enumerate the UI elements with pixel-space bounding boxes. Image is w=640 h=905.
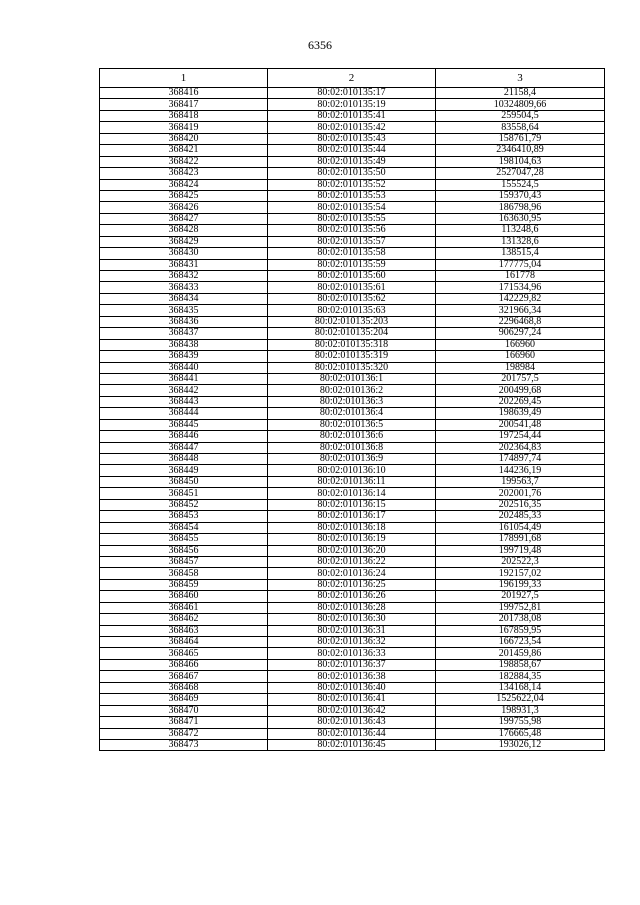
cadastral-number-cell: 80:02:010136:9 — [268, 454, 436, 465]
cadastral-number-cell: 80:02:010136:5 — [268, 419, 436, 430]
table-row — [100, 156, 605, 167]
row-index-cell: 368419 — [100, 122, 268, 133]
table-row — [100, 682, 605, 693]
cadastral-number-cell: 80:02:010136:10 — [268, 465, 436, 476]
row-index-cell: 368458 — [100, 568, 268, 579]
table-row — [100, 145, 605, 156]
value-cell: 131328,6 — [436, 236, 605, 247]
cadastral-number-cell: 80:02:010135:318 — [268, 339, 436, 350]
row-index-cell: 368431 — [100, 259, 268, 270]
table-row — [100, 305, 605, 316]
row-index-cell: 368424 — [100, 179, 268, 190]
value-cell: 113248,6 — [436, 225, 605, 236]
row-index-cell: 368444 — [100, 408, 268, 419]
value-cell: 171534,96 — [436, 282, 605, 293]
column-header-1: 1 — [100, 69, 268, 88]
row-index-cell: 368422 — [100, 156, 268, 167]
table-row — [100, 328, 605, 339]
value-cell: 163630,95 — [436, 213, 605, 224]
row-index-cell: 368449 — [100, 465, 268, 476]
row-index-cell: 368466 — [100, 659, 268, 670]
cadastral-number-cell: 80:02:010135:63 — [268, 305, 436, 316]
table-row — [100, 248, 605, 259]
cadastral-number-cell: 80:02:010136:14 — [268, 488, 436, 499]
row-index-cell: 368467 — [100, 671, 268, 682]
cadastral-number-cell: 80:02:010135:55 — [268, 213, 436, 224]
cadastral-number-cell: 80:02:010136:32 — [268, 637, 436, 648]
table-row — [100, 614, 605, 625]
row-index-cell: 368417 — [100, 99, 268, 110]
value-cell: 2346410,89 — [436, 145, 605, 156]
cadastral-number-cell: 80:02:010136:30 — [268, 614, 436, 625]
value-cell: 199752,81 — [436, 602, 605, 613]
table-row — [100, 431, 605, 442]
cadastral-number-cell: 80:02:010135:17 — [268, 88, 436, 99]
row-index-cell: 368452 — [100, 499, 268, 510]
table-row — [100, 99, 605, 110]
table-header — [100, 69, 605, 88]
cadastral-number-cell: 80:02:010135:42 — [268, 122, 436, 133]
row-index-cell: 368426 — [100, 202, 268, 213]
value-cell: 199719,48 — [436, 545, 605, 556]
table-row — [100, 705, 605, 716]
cadastral-number-cell: 80:02:010135:59 — [268, 259, 436, 270]
value-cell: 1525622,04 — [436, 694, 605, 705]
cadastral-number-cell: 80:02:010135:204 — [268, 328, 436, 339]
cadastral-number-cell: 80:02:010135:50 — [268, 168, 436, 179]
data-table — [99, 68, 605, 751]
value-cell: 10324809,66 — [436, 99, 605, 110]
row-index-cell: 368439 — [100, 351, 268, 362]
table-row — [100, 637, 605, 648]
row-index-cell: 368453 — [100, 511, 268, 522]
value-cell: 196199,33 — [436, 579, 605, 590]
row-index-cell: 368464 — [100, 637, 268, 648]
cadastral-number-cell: 80:02:010135:58 — [268, 248, 436, 259]
table-row — [100, 225, 605, 236]
row-index-cell: 368436 — [100, 316, 268, 327]
value-cell: 906297,24 — [436, 328, 605, 339]
row-index-cell: 368440 — [100, 362, 268, 373]
value-cell: 202522,3 — [436, 556, 605, 567]
row-index-cell: 368441 — [100, 373, 268, 384]
table-row — [100, 110, 605, 121]
value-cell: 201459,86 — [436, 648, 605, 659]
table-row — [100, 362, 605, 373]
row-index-cell: 368448 — [100, 454, 268, 465]
value-cell: 202485,33 — [436, 511, 605, 522]
row-index-cell: 368446 — [100, 431, 268, 442]
row-index-cell: 368468 — [100, 682, 268, 693]
row-index-cell: 368465 — [100, 648, 268, 659]
value-cell: 182884,35 — [436, 671, 605, 682]
cadastral-number-cell: 80:02:010135:60 — [268, 271, 436, 282]
cadastral-number-cell: 80:02:010136:43 — [268, 717, 436, 728]
value-cell: 198984 — [436, 362, 605, 373]
row-index-cell: 368473 — [100, 739, 268, 750]
value-cell: 174897,74 — [436, 454, 605, 465]
cadastral-number-cell: 80:02:010135:56 — [268, 225, 436, 236]
table-row — [100, 694, 605, 705]
row-index-cell: 368459 — [100, 579, 268, 590]
cadastral-number-cell: 80:02:010136:19 — [268, 534, 436, 545]
value-cell: 202001,76 — [436, 488, 605, 499]
value-cell: 198931,3 — [436, 705, 605, 716]
row-index-cell: 368456 — [100, 545, 268, 556]
row-index-cell: 368425 — [100, 190, 268, 201]
table-row — [100, 522, 605, 533]
table-row — [100, 351, 605, 362]
row-index-cell: 368416 — [100, 88, 268, 99]
value-cell: 144236,19 — [436, 465, 605, 476]
row-index-cell: 368445 — [100, 419, 268, 430]
header-row — [100, 69, 605, 88]
cadastral-number-cell: 80:02:010135:320 — [268, 362, 436, 373]
cadastral-number-cell: 80:02:010136:37 — [268, 659, 436, 670]
table-body — [100, 88, 605, 751]
value-cell: 159370,43 — [436, 190, 605, 201]
value-cell: 155524,5 — [436, 179, 605, 190]
value-cell: 202516,35 — [436, 499, 605, 510]
row-index-cell: 368429 — [100, 236, 268, 247]
value-cell: 178991,68 — [436, 534, 605, 545]
row-index-cell: 368469 — [100, 694, 268, 705]
value-cell: 166960 — [436, 351, 605, 362]
row-index-cell: 368455 — [100, 534, 268, 545]
table-row — [100, 442, 605, 453]
table-row — [100, 556, 605, 567]
table-row — [100, 293, 605, 304]
cadastral-number-cell: 80:02:010136:15 — [268, 499, 436, 510]
row-index-cell: 368460 — [100, 591, 268, 602]
table-row — [100, 488, 605, 499]
cadastral-number-cell: 80:02:010136:40 — [268, 682, 436, 693]
value-cell: 198104,63 — [436, 156, 605, 167]
value-cell: 193026,12 — [436, 739, 605, 750]
row-index-cell: 368457 — [100, 556, 268, 567]
row-index-cell: 368430 — [100, 248, 268, 259]
value-cell: 200499,68 — [436, 385, 605, 396]
cadastral-number-cell: 80:02:010136:22 — [268, 556, 436, 567]
value-cell: 166723,54 — [436, 637, 605, 648]
value-cell: 202364,83 — [436, 442, 605, 453]
cadastral-number-cell: 80:02:010136:8 — [268, 442, 436, 453]
row-index-cell: 368428 — [100, 225, 268, 236]
cadastral-number-cell: 80:02:010136:28 — [268, 602, 436, 613]
table-row — [100, 168, 605, 179]
cadastral-number-cell: 80:02:010135:19 — [268, 99, 436, 110]
value-cell: 259504,5 — [436, 110, 605, 121]
cadastral-number-cell: 80:02:010136:38 — [268, 671, 436, 682]
cadastral-number-cell: 80:02:010136:42 — [268, 705, 436, 716]
row-index-cell: 368442 — [100, 385, 268, 396]
cadastral-number-cell: 80:02:010135:52 — [268, 179, 436, 190]
cadastral-number-cell: 80:02:010136:3 — [268, 396, 436, 407]
value-cell: 166960 — [436, 339, 605, 350]
row-index-cell: 368462 — [100, 614, 268, 625]
table-row — [100, 339, 605, 350]
row-index-cell: 368435 — [100, 305, 268, 316]
table-row — [100, 271, 605, 282]
cadastral-number-cell: 80:02:010136:31 — [268, 625, 436, 636]
value-cell: 2296468,8 — [436, 316, 605, 327]
value-cell: 161778 — [436, 271, 605, 282]
table-row — [100, 213, 605, 224]
value-cell: 83558,64 — [436, 122, 605, 133]
cadastral-number-cell: 80:02:010136:45 — [268, 739, 436, 750]
table-row — [100, 648, 605, 659]
table-row — [100, 133, 605, 144]
table-row — [100, 671, 605, 682]
value-cell: 167859,95 — [436, 625, 605, 636]
column-header-2: 2 — [268, 69, 436, 88]
value-cell: 176665,48 — [436, 728, 605, 739]
table-row — [100, 202, 605, 213]
cadastral-number-cell: 80:02:010135:49 — [268, 156, 436, 167]
value-cell: 199755,98 — [436, 717, 605, 728]
value-cell: 201757,5 — [436, 373, 605, 384]
column-header-3: 3 — [436, 69, 605, 88]
cadastral-number-cell: 80:02:010136:33 — [268, 648, 436, 659]
value-cell: 201927,5 — [436, 591, 605, 602]
row-index-cell: 368438 — [100, 339, 268, 350]
table-row — [100, 602, 605, 613]
cadastral-number-cell: 80:02:010136:11 — [268, 476, 436, 487]
value-cell: 201738,08 — [436, 614, 605, 625]
cadastral-number-cell: 80:02:010135:57 — [268, 236, 436, 247]
table-row — [100, 568, 605, 579]
table-row — [100, 373, 605, 384]
row-index-cell: 368432 — [100, 271, 268, 282]
table-row — [100, 717, 605, 728]
table-row — [100, 454, 605, 465]
value-cell: 192157,02 — [436, 568, 605, 579]
value-cell: 200541,48 — [436, 419, 605, 430]
row-index-cell: 368443 — [100, 396, 268, 407]
row-index-cell: 368463 — [100, 625, 268, 636]
row-index-cell: 368470 — [100, 705, 268, 716]
table-row — [100, 190, 605, 201]
cadastral-number-cell: 80:02:010136:4 — [268, 408, 436, 419]
value-cell: 198858,67 — [436, 659, 605, 670]
value-cell: 161054,49 — [436, 522, 605, 533]
row-index-cell: 368427 — [100, 213, 268, 224]
cadastral-number-cell: 80:02:010136:20 — [268, 545, 436, 556]
cadastral-number-cell: 80:02:010135:319 — [268, 351, 436, 362]
cadastral-number-cell: 80:02:010136:2 — [268, 385, 436, 396]
cadastral-number-cell: 80:02:010135:54 — [268, 202, 436, 213]
table-row — [100, 282, 605, 293]
row-index-cell: 368454 — [100, 522, 268, 533]
row-index-cell: 368447 — [100, 442, 268, 453]
table-row — [100, 122, 605, 133]
value-cell: 158761,79 — [436, 133, 605, 144]
value-cell: 199563,7 — [436, 476, 605, 487]
cadastral-number-cell: 80:02:010136:24 — [268, 568, 436, 579]
table-row — [100, 579, 605, 590]
table-row — [100, 88, 605, 99]
value-cell: 186798,96 — [436, 202, 605, 213]
table-row — [100, 259, 605, 270]
row-index-cell: 368461 — [100, 602, 268, 613]
cadastral-number-cell: 80:02:010136:26 — [268, 591, 436, 602]
row-index-cell: 368434 — [100, 293, 268, 304]
table-row — [100, 476, 605, 487]
row-index-cell: 368472 — [100, 728, 268, 739]
row-index-cell: 368418 — [100, 110, 268, 121]
table-row — [100, 591, 605, 602]
table-row — [100, 728, 605, 739]
value-cell: 321966,34 — [436, 305, 605, 316]
value-cell: 2527047,28 — [436, 168, 605, 179]
cadastral-number-cell: 80:02:010135:53 — [268, 190, 436, 201]
row-index-cell: 368451 — [100, 488, 268, 499]
cadastral-number-cell: 80:02:010136:18 — [268, 522, 436, 533]
table-row — [100, 419, 605, 430]
cadastral-number-cell: 80:02:010136:41 — [268, 694, 436, 705]
row-index-cell: 368421 — [100, 145, 268, 156]
table-row — [100, 236, 605, 247]
cadastral-number-cell: 80:02:010135:43 — [268, 133, 436, 144]
table-row — [100, 545, 605, 556]
value-cell: 202269,45 — [436, 396, 605, 407]
table-row — [100, 625, 605, 636]
value-cell: 138515,4 — [436, 248, 605, 259]
row-index-cell: 368420 — [100, 133, 268, 144]
table-row — [100, 511, 605, 522]
table-row — [100, 316, 605, 327]
table-row — [100, 739, 605, 750]
table-row — [100, 465, 605, 476]
cadastral-number-cell: 80:02:010136:25 — [268, 579, 436, 590]
cadastral-number-cell: 80:02:010136:6 — [268, 431, 436, 442]
cadastral-number-cell: 80:02:010135:61 — [268, 282, 436, 293]
page-number: 6356 — [308, 38, 332, 52]
row-index-cell: 368433 — [100, 282, 268, 293]
value-cell: 134168,14 — [436, 682, 605, 693]
table-row — [100, 408, 605, 419]
row-index-cell: 368471 — [100, 717, 268, 728]
cadastral-number-cell: 80:02:010135:41 — [268, 110, 436, 121]
cadastral-number-cell: 80:02:010136:44 — [268, 728, 436, 739]
row-index-cell: 368450 — [100, 476, 268, 487]
value-cell: 177775,04 — [436, 259, 605, 270]
value-cell: 197254,44 — [436, 431, 605, 442]
table-row — [100, 396, 605, 407]
value-cell: 142229,82 — [436, 293, 605, 304]
cadastral-number-cell: 80:02:010135:44 — [268, 145, 436, 156]
value-cell: 198639,49 — [436, 408, 605, 419]
value-cell: 21158,4 — [436, 88, 605, 99]
cadastral-number-cell: 80:02:010136:17 — [268, 511, 436, 522]
row-index-cell: 368423 — [100, 168, 268, 179]
cadastral-number-cell: 80:02:010136:1 — [268, 373, 436, 384]
cadastral-number-cell: 80:02:010135:203 — [268, 316, 436, 327]
table-row — [100, 659, 605, 670]
table-row — [100, 385, 605, 396]
cadastral-number-cell: 80:02:010135:62 — [268, 293, 436, 304]
table-row — [100, 179, 605, 190]
table-row — [100, 499, 605, 510]
table-row — [100, 534, 605, 545]
row-index-cell: 368437 — [100, 328, 268, 339]
